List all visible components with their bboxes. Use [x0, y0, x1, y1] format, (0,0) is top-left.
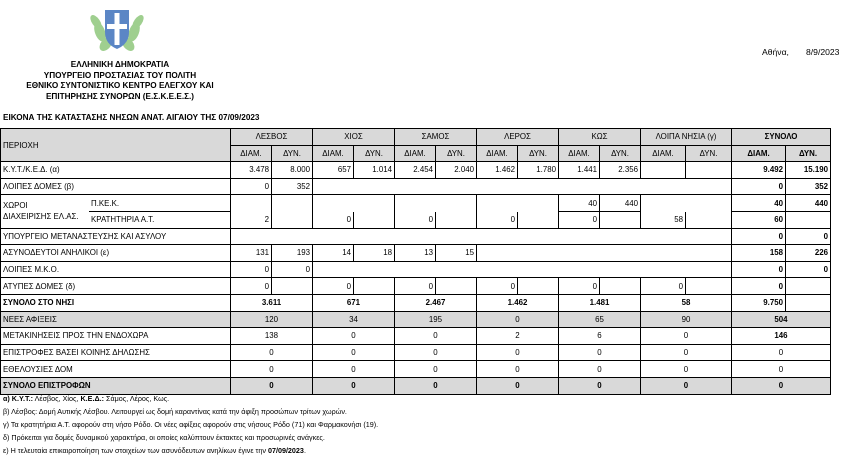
- table-cell: 0: [395, 361, 477, 378]
- table-cell: 0: [231, 344, 313, 361]
- dyn-header: ΔΥΝ.: [354, 145, 395, 162]
- table-cell: 6: [559, 328, 641, 345]
- dyn-header: ΔΥΝ.: [518, 145, 559, 162]
- total-cell: 0: [732, 344, 831, 361]
- table-cell: 352: [272, 178, 313, 195]
- document-date: 8/9/2023: [806, 47, 840, 57]
- total-cell: 671: [313, 294, 395, 311]
- table-cell: 1.780: [518, 162, 559, 179]
- table-cell: [395, 178, 436, 195]
- dyn-header: ΔΥΝ.: [786, 145, 831, 162]
- table-cell: [786, 294, 831, 311]
- column-samos: ΣΑΜΟΣ: [395, 129, 477, 146]
- dyn-header: ΔΥΝ.: [600, 145, 641, 162]
- table-row-informal-structures: [1, 278, 831, 295]
- table-cell: 2: [231, 211, 272, 228]
- row-label: ΣΥΝΟΛΟ ΣΤΟ ΝΗΣΙ: [1, 294, 231, 311]
- table-row-ngos: [1, 261, 831, 278]
- table-cell: 1.014: [354, 162, 395, 179]
- table-cell: [354, 261, 395, 278]
- table-cell: 13: [395, 245, 436, 262]
- table-row-ministry: [1, 228, 831, 245]
- total-cell: 0: [732, 278, 786, 295]
- table-cell: [786, 211, 831, 228]
- table-cell: [272, 278, 313, 295]
- footnotes: [3, 393, 378, 458]
- table-cell: 0: [395, 344, 477, 361]
- table-cell: 0: [395, 211, 436, 228]
- footnote-bold: 07/09/2023: [267, 445, 304, 455]
- table-cell: [559, 245, 600, 262]
- table-cell: 65: [559, 311, 641, 328]
- total-cell: 0: [641, 377, 732, 394]
- footnote: [3, 393, 378, 406]
- row-label: ΔΙΑΧΕΙΡΙΣΗΣ ΕΛ.ΑΣ.: [3, 212, 79, 222]
- table-cell: 8.000: [272, 162, 313, 179]
- total-cell: 60: [732, 211, 786, 228]
- diam-header: ΔΙΑΜ.: [313, 145, 354, 162]
- table-cell: 0: [313, 211, 354, 228]
- dyn-header: ΔΥΝ.: [436, 145, 477, 162]
- total-cell: 0: [786, 261, 831, 278]
- table-cell: [686, 261, 732, 278]
- column-kos: ΚΩΣ: [559, 129, 641, 146]
- footnote: γ) Τα κρατητήρια Α.Τ. αφορούν στη νήσο Ρόδο. Οι νέες αφίξεις αφορούν στις νήσους Ρόδο (71) και Φαρμακονήσι (19).: [3, 419, 379, 429]
- table-cell: 0: [231, 278, 272, 295]
- total-cell: 226: [786, 245, 831, 262]
- table-cell: 0: [559, 278, 600, 295]
- table-cell: 2.356: [600, 162, 641, 179]
- row-label: ΛΟΙΠΕΣ ΔΟΜΕΣ (β): [1, 178, 231, 195]
- table-cell: 0: [395, 278, 436, 295]
- header-row-islands: [1, 129, 831, 146]
- row-label: ΕΘΕΛΟΥΣΙΕΣ ΔΟΜ: [1, 361, 231, 378]
- column-leros: ΛΕΡΟΣ: [477, 129, 559, 146]
- row-label: ΑΤΥΠΕΣ ΔΟΜΕΣ (δ): [1, 278, 231, 295]
- table-cell: 0: [313, 344, 395, 361]
- header-line: ΕΘΝΙΚΟ ΣΥΝΤΟΝΙΣΤΙΚΟ ΚΕΝΤΡΟ ΕΛΕΓΧΟΥ ΚΑΙ: [26, 81, 214, 91]
- table-cell: [686, 162, 732, 179]
- islands-status-table: [0, 128, 831, 395]
- table-cell: [641, 195, 686, 212]
- table-cell: 0: [313, 328, 395, 345]
- total-cell: 1.462: [477, 294, 559, 311]
- table-cell: 0: [272, 261, 313, 278]
- table-cell: [559, 261, 600, 278]
- table-cell: 1.462: [477, 162, 518, 179]
- table-cell: [436, 261, 477, 278]
- table-cell: [518, 178, 559, 195]
- table-cell: [395, 261, 436, 278]
- diam-header: ΔΙΑΜ.: [477, 145, 518, 162]
- diam-header: ΔΙΑΜ.: [732, 145, 786, 162]
- total-cell: 9.492: [732, 162, 786, 179]
- table-cell: 14: [313, 245, 354, 262]
- footnote-text: Σάμος, Λέρος, Κως.: [104, 394, 170, 403]
- total-cell: 0: [732, 178, 786, 195]
- table-cell: 0: [641, 328, 732, 345]
- table-cell: [600, 278, 641, 295]
- header-line: ΕΛΛΗΝΙΚΗ ΔΗΜΟΚΡΑΤΙΑ: [70, 60, 170, 69]
- table-cell: [686, 278, 732, 295]
- table-cell: [436, 195, 477, 212]
- table-cell: 0: [641, 361, 732, 378]
- table-row-voluntary-returns: [1, 361, 831, 378]
- table-cell: [686, 195, 732, 212]
- table-cell: 58: [641, 211, 686, 228]
- dyn-header: ΔΥΝ.: [686, 145, 732, 162]
- total-cell: 0: [732, 377, 831, 394]
- total-cell: 0: [786, 228, 831, 245]
- table-row-returns-joint-declaration: [1, 344, 831, 361]
- total-cell: 0: [395, 377, 477, 394]
- table-cell: [272, 195, 313, 212]
- table-cell: [313, 261, 354, 278]
- table-cell: 15: [436, 245, 477, 262]
- table-cell: 120: [231, 311, 313, 328]
- table-cell: [354, 211, 395, 228]
- total-cell: 0: [231, 377, 313, 394]
- table-cell: [559, 178, 600, 195]
- row-label: ΥΠΟΥΡΓΕΙΟ ΜΕΤΑΝΑΣΤΕΥΣΗΣ ΚΑΙ ΑΣΥΛΟΥ: [1, 228, 231, 245]
- table-cell: 0: [477, 211, 518, 228]
- table-cell: 193: [272, 245, 313, 262]
- row-sublabel: Π.ΚΕ.Κ.: [89, 195, 231, 212]
- footnote-text: .: [303, 445, 306, 455]
- row-label: ΕΠΙΣΤΡΟΦΕΣ ΒΑΣΕΙ ΚΟΙΝΗΣ ΔΗΛΩΣΗΣ: [1, 344, 231, 361]
- table-cell: [686, 211, 732, 228]
- column-lesvos: ΛΕΣΒΟΣ: [231, 129, 313, 146]
- table-cell: 195: [395, 311, 477, 328]
- total-cell: 58: [641, 294, 732, 311]
- table-cell: [436, 211, 477, 228]
- table-cell: 0: [559, 211, 600, 228]
- total-cell: 158: [732, 245, 786, 262]
- table-cell: 0: [641, 344, 732, 361]
- dyn-header: ΔΥΝ.: [272, 145, 313, 162]
- row-label: ΑΣΥΝΟΔΕΥΤΟΙ ΑΝΗΛΙΚΟΙ (ε): [1, 245, 231, 262]
- header-line: ΥΠΟΥΡΓΕΙΟ ΠΡΟΣΤΑΣΙΑΣ ΤΟΥ ΠΟΛΙΤΗ: [43, 70, 197, 80]
- table-cell: [477, 195, 518, 212]
- total-cell: 40: [732, 195, 786, 212]
- table-cell: [477, 245, 518, 262]
- table-cell: 0: [231, 261, 272, 278]
- table-row-pkek: [1, 195, 831, 212]
- table-cell: [354, 178, 395, 195]
- table-cell: 0: [477, 311, 559, 328]
- total-cell: 0: [313, 377, 395, 394]
- table-cell: 0: [641, 278, 686, 295]
- footnote: [3, 445, 378, 458]
- table-cell: [641, 245, 686, 262]
- total-cell: 0: [732, 261, 786, 278]
- table-cell: 138: [231, 328, 313, 345]
- table-cell: [600, 245, 641, 262]
- table-row-island-total: [1, 294, 831, 311]
- footnote-bold: α) Κ.Υ.Τ.:: [3, 394, 33, 403]
- table-cell: 0: [395, 328, 477, 345]
- row-sublabel: ΚΡΑΤΗΤΗΡΙΑ Α.Τ.: [89, 211, 231, 228]
- table-cell: [231, 195, 272, 212]
- table-cell: 0: [477, 278, 518, 295]
- table-row-total-returns: [1, 377, 831, 394]
- total-cell: 0: [732, 361, 831, 378]
- table-cell: [231, 228, 732, 245]
- table-cell: 34: [313, 311, 395, 328]
- table-cell: 0: [313, 361, 395, 378]
- table-cell: [272, 211, 313, 228]
- table-cell: [518, 278, 559, 295]
- table-row-new-arrivals: [1, 311, 831, 328]
- table-cell: 0: [231, 178, 272, 195]
- table-cell: [641, 178, 686, 195]
- row-label: ΛΟΙΠΕΣ Μ.Κ.Ο.: [1, 261, 231, 278]
- total-cell: 3.611: [231, 294, 313, 311]
- table-cell: [600, 178, 641, 195]
- table-cell: 0: [559, 361, 641, 378]
- row-label: ΣΥΝΟΛΟ ΕΠΙΣΤΡΟΦΩΝ: [1, 377, 231, 394]
- table-cell: [518, 211, 559, 228]
- table-cell: 440: [600, 195, 641, 212]
- column-other-islands: ΛΟΙΠΑ ΝΗΣΙΑ (γ): [641, 129, 732, 146]
- table-cell: 2.040: [436, 162, 477, 179]
- table-cell: [786, 278, 831, 295]
- table-cell: 1.441: [559, 162, 600, 179]
- table-row-unaccompanied-minors: [1, 245, 831, 262]
- table-row-transfers-mainland: [1, 328, 831, 345]
- table-cell: [686, 245, 732, 262]
- report-title: ΕΙΚΟΝΑ ΤΗΣ ΚΑΤΑΣΤΑΣΗΣ ΝΗΣΩΝ ΑΝΑΤ. ΑΙΓΑΙΟΥ ΤΗΣ 07/09/2023: [3, 113, 260, 122]
- row-label: ΝΕΕΣ ΑΦΙΞΕΙΣ: [1, 311, 231, 328]
- header-line: ΕΠΙΤΗΡΗΣΗΣ ΣΥΝΟΡΩΝ (Ε.Σ.Κ.Ε.Ε.Σ.): [45, 91, 195, 101]
- table-cell: 40: [559, 195, 600, 212]
- table-cell: [436, 278, 477, 295]
- table-cell: 131: [231, 245, 272, 262]
- total-cell: 9.750: [732, 294, 786, 311]
- table-cell: [313, 178, 354, 195]
- region-header: ΠΕΡΙΟΧΗ: [1, 129, 231, 162]
- table-cell: 657: [313, 162, 354, 179]
- total-cell: 2.467: [395, 294, 477, 311]
- table-row-kyt: [1, 162, 831, 179]
- table-cell: 0: [313, 278, 354, 295]
- total-cell: 0: [559, 377, 641, 394]
- table-cell: 0: [559, 344, 641, 361]
- table-cell: [477, 178, 518, 195]
- diam-header: ΔΙΑΜ.: [559, 145, 600, 162]
- total-cell: 1.481: [559, 294, 641, 311]
- table-cell: 2.454: [395, 162, 436, 179]
- total-cell: 0: [732, 228, 786, 245]
- place-label: Αθήνα,: [762, 47, 789, 57]
- column-total: ΣΥΝΟΛΟ: [732, 129, 831, 146]
- issuing-authority: [8, 60, 232, 102]
- table-cell: [686, 178, 732, 195]
- table-cell: [354, 195, 395, 212]
- diam-header: ΔΙΑΜ.: [231, 145, 272, 162]
- table-cell: [518, 195, 559, 212]
- table-cell: 3.478: [231, 162, 272, 179]
- row-label: ΜΕΤΑΚΙΝΗΣΕΙΣ ΠΡΟΣ ΤΗΝ ΕΝΔΟΧΩΡΑ: [1, 328, 231, 345]
- total-cell: 0: [477, 377, 559, 394]
- total-cell: 352: [786, 178, 831, 195]
- footnote: β) Λέσβος: Δομή Αυτικής Λέσβου. Λειτουργεί ως δομή καραντίνας κατά την άφιξη προσώπων τρίτων χωρών.: [3, 406, 347, 416]
- table-cell: [641, 261, 686, 278]
- table-cell: 0: [477, 344, 559, 361]
- diam-header: ΔΙΑΜ.: [395, 145, 436, 162]
- diam-header: ΔΙΑΜ.: [641, 145, 686, 162]
- greek-state-emblem: [88, 2, 146, 56]
- footnote: δ) Πρόκειται για δομές δυναμικού χαρακτήρα, οι οποίες καλύπτουν έκτακτες και προσωρινές ανάγκες.: [3, 432, 325, 442]
- total-cell: 146: [732, 328, 831, 345]
- table-cell: 0: [231, 361, 313, 378]
- table-cell: [518, 245, 559, 262]
- table-cell: [313, 195, 354, 212]
- column-chios: ΧΙΟΣ: [313, 129, 395, 146]
- table-cell: [600, 211, 641, 228]
- table-cell: [354, 278, 395, 295]
- row-label-detention-areas: [1, 195, 89, 228]
- table-cell: [436, 178, 477, 195]
- row-label: ΧΩΡΟΙ: [3, 201, 28, 211]
- table-cell: 90: [641, 311, 732, 328]
- table-cell: [518, 261, 559, 278]
- table-row-holding-cells: [1, 211, 831, 228]
- table-cell: [600, 261, 641, 278]
- table-cell: 2: [477, 328, 559, 345]
- row-label: Κ.Υ.Τ./Κ.Ε.Δ. (α): [1, 162, 231, 179]
- total-cell: 15.190: [786, 162, 831, 179]
- table-cell: 0: [477, 361, 559, 378]
- footnote-text: Λέσβος, Χίος,: [33, 394, 81, 403]
- table-cell: [395, 195, 436, 212]
- table-cell: [641, 162, 686, 179]
- table-row-other-structures: [1, 178, 831, 195]
- footnote-text: ε) Η τελευταία επικαιροποίηση των στοιχείων των ασυνόδευτων ανηλίκων έγινε την: [3, 445, 268, 455]
- table-cell: 18: [354, 245, 395, 262]
- total-cell: 440: [786, 195, 831, 212]
- footnote-bold: Κ.Ε.Δ.:: [80, 394, 105, 403]
- table-cell: [477, 261, 518, 278]
- total-cell: 504: [732, 311, 831, 328]
